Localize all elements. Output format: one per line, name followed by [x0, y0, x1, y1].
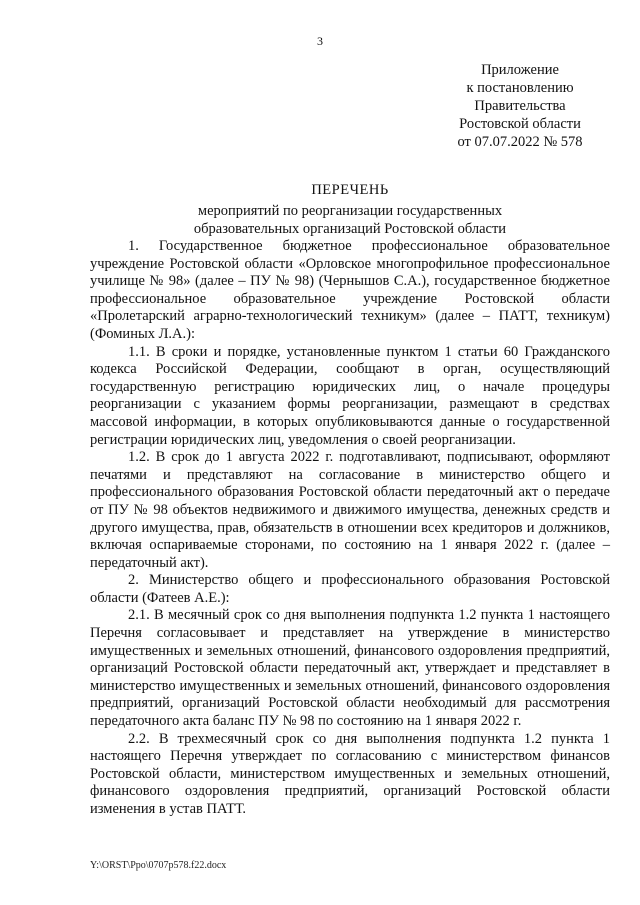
appendix-block [440, 61, 600, 151]
paragraph-1-1: 1.1. В сроки и порядке, установленные пунктом 1 статьи 60 Гражданского кодекса Российской Федерации, сообщают в орган, осуществляющий государственную регистрацию юридических лиц, о начале процедуры реорганизации с указанием формы реорганизации, размещают в средствах массовой информации, в которых опубликовываются данные о государственной регистрации юридических лиц, уведомления о своей реорганизации. [90, 343, 610, 448]
appendix-line: от 07.07.2022 № 578 [457, 134, 583, 150]
document-title-block [90, 181, 610, 238]
paragraph-1: 1. Государственное бюджетное профессиональное образовательное учреждение Ростовской области «Орловское многопрофильное профессиональное училище № 98» (далее – ПУ № 98) (Чернышов С.А.), государственное бюджетное профессиональное образовательное учреждение Ростовской области «Пролетарский аграрно-технологический техникум» (далее – ПАТТ, техникум) (Фоминых Л.А.): [90, 238, 610, 342]
appendix-line: к постановлению [466, 80, 574, 96]
paragraph-2-2: 2.2. В трехмесячный срок со дня выполнения подпункта 1.2 пункта 1 настоящего Перечня утверждает по согласованию с министерством финансов Ростовской области, министерством имущественных и земельных отношений, финансового оздоровления предприятий, организаций Ростовской области изменения в устав ПАТТ. [90, 730, 610, 817]
page-number: 3 [317, 34, 323, 48]
paragraph-2-1: 2.1. В месячный срок со дня выполнения подпункта 1.2 пункта 1 настоящего Перечня согласовывает и представляет на утверждение в министерство имущественных и земельных отношений, финансового оздоровления предприятий, организаций Ростовской области передаточный акт, утверждает и представляет в министерство имущественных и земельных отношений, финансового оздоровления предприятий, организаций Ростовской области необходимый для рассмотрения передаточного акта баланс ПУ № 98 по состоянию на 1 января 2022 г. [90, 607, 610, 730]
document-title: ПЕРЕЧЕНЬ [311, 182, 389, 198]
appendix-line: Ростовской области [459, 116, 581, 132]
document-subtitle-line: мероприятий по реорганизации государственных [197, 203, 503, 219]
document-body [90, 238, 610, 819]
document-subtitle-line: образовательных организаций Ростовской области [193, 221, 507, 237]
appendix-line: Приложение [481, 62, 559, 78]
appendix-line: Правительства [474, 98, 566, 114]
paragraph-2: 2. Министерство общего и профессионального образования Ростовской области (Фатеев А.Е.): [90, 572, 610, 606]
footer-file-path: Y:\ORST\Ppo\0707p578.f22.docx [90, 860, 227, 871]
paragraph-1-2: 1.2. В срок до 1 августа 2022 г. подготавливают, подписывают, оформляют печатями и представляют на согласование в министерство общего и профессионального образования Ростовской области передаточный акт о передаче от ПУ № 98 объектов недвижимого и движимого имущества, денежных средств и другого имущества, прав, обязательств в отношении всех кредиторов и должников, включая оспариваемые сторонами, по состоянию на 1 января 2022 г. (далее – передаточный акт). [90, 449, 610, 571]
